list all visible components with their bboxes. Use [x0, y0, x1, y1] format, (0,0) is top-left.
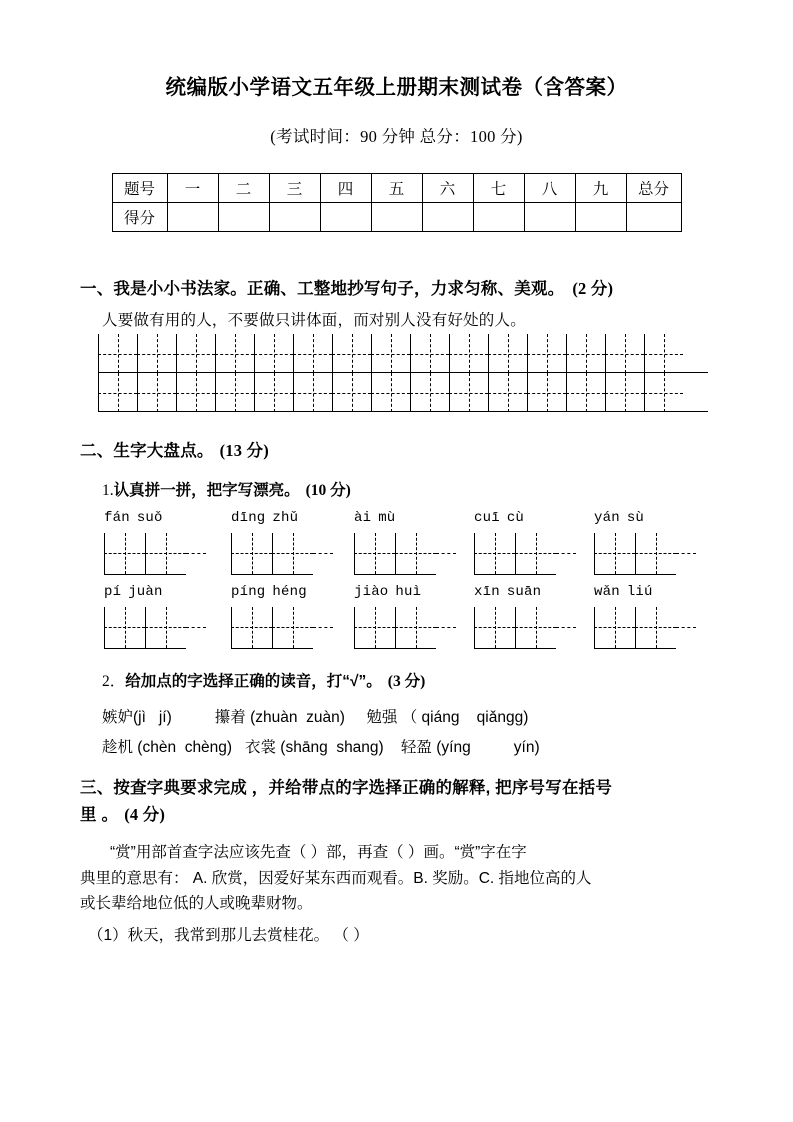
pinyin-answer-cell[interactable]	[474, 607, 515, 648]
score-cell-6[interactable]	[422, 202, 473, 231]
page-title: 统编版小学语文五年级上册期末测试卷（含答案）	[165, 76, 628, 99]
pinyin-group	[354, 510, 395, 578]
section-three-body-line-3: 或长辈给地位低的人或晚辈财物。	[80, 895, 313, 913]
cell-center-horizontal-guide	[644, 354, 683, 355]
pinyin-group	[231, 510, 298, 578]
handwriting-cell[interactable]	[371, 373, 410, 412]
section-two-points: (13 分)	[219, 441, 269, 461]
section-two-sub1-heading	[102, 479, 713, 502]
cell-center-horizontal-guide	[449, 393, 488, 394]
cell-center-horizontal-guide	[231, 553, 272, 554]
cell-center-horizontal-guide	[215, 393, 254, 394]
pinyin-syllable: dīng	[231, 509, 266, 526]
col-header-total: 总分	[626, 173, 681, 202]
cell-center-horizontal-guide	[410, 354, 449, 355]
handwriting-cell[interactable]	[527, 373, 566, 412]
pinyin-syllable: liú	[626, 583, 653, 600]
section-three-item-1[interactable]: （1）秋天，我常到那儿去赏桂花。 （ ）	[88, 926, 369, 944]
cell-center-horizontal-guide	[594, 553, 635, 554]
pinyin-answer-cell[interactable]	[104, 607, 145, 648]
pinyin-label	[354, 510, 395, 530]
handwriting-cell[interactable]	[137, 334, 176, 373]
pinyin-answer-cell[interactable]	[594, 607, 635, 648]
col-header-6: 六	[422, 173, 473, 202]
handwriting-cell[interactable]	[449, 334, 488, 373]
pinyin-group	[104, 584, 163, 652]
pinyin-answer-cell[interactable]	[145, 607, 186, 648]
cell-center-horizontal-guide	[515, 627, 556, 628]
pinyin-group	[231, 584, 307, 652]
section-three-heading-line-2-text: 里 。	[80, 805, 119, 824]
pinyin-syllable: sù	[626, 509, 645, 526]
cell-center-horizontal-guide	[254, 393, 293, 394]
section-three-heading-line-1: 三、按查字典要求完成 ，并给带点的字选择正确的解释, 把序号写在括号	[80, 779, 613, 798]
col-header-7: 七	[473, 173, 524, 202]
section-one-heading-text: 一、我是小小书法家。正确、工整地抄写句子，力求匀称、美观。	[80, 279, 565, 298]
pinyin-syllable: xīn	[474, 583, 500, 600]
pinyin-writing-area	[80, 510, 713, 658]
handwriting-cell[interactable]	[332, 334, 371, 373]
cell-center-horizontal-guide	[644, 393, 683, 394]
cell-center-horizontal-guide	[527, 393, 566, 394]
handwriting-cell[interactable]	[644, 334, 683, 373]
pinyin-answer-cell[interactable]	[231, 533, 272, 574]
score-table	[112, 173, 682, 232]
pinyin-baseline	[231, 574, 313, 575]
cell-center-horizontal-guide	[98, 393, 137, 394]
handwriting-cell[interactable]	[488, 334, 527, 373]
pinyin-baseline	[231, 648, 313, 649]
handwriting-cell[interactable]	[176, 334, 215, 373]
pinyin-syllable: jiào	[354, 583, 389, 600]
cell-center-horizontal-guide	[354, 553, 395, 554]
pinyin-answer-boxes[interactable]	[474, 607, 541, 652]
pinyin-answer-cell[interactable]	[231, 607, 272, 648]
section-two-sub2-points: (3 分)	[387, 672, 426, 690]
score-cell-4[interactable]	[320, 202, 371, 231]
exam-subtitle: (考试时间：90 分钟 总分：100 分)	[270, 126, 523, 146]
score-cell-2[interactable]	[218, 202, 269, 231]
cell-guide-extension	[556, 553, 576, 554]
pinyin-baseline	[594, 648, 676, 649]
handwriting-cell[interactable]	[371, 334, 410, 373]
col-header-9: 九	[575, 173, 626, 202]
cell-center-horizontal-guide	[395, 553, 436, 554]
cell-center-horizontal-guide	[515, 553, 556, 554]
cell-center-horizontal-guide	[137, 393, 176, 394]
row-label-question-number: 题号	[112, 173, 167, 202]
section-three-body-line-1: “赏”用部首查字法应该先查（ ）部，再查（ ）画。“赏”字在字	[110, 844, 527, 862]
pinyin-syllable: suān	[506, 583, 542, 600]
pinyin-baseline	[104, 648, 186, 649]
section-one-sentence: 人要做有用的人，不要做只讲体面，而对别人没有好处的人。	[102, 312, 526, 330]
cell-center-horizontal-guide	[231, 627, 272, 628]
handwriting-cell[interactable]	[215, 373, 254, 412]
handwriting-grid-row-2	[98, 373, 708, 412]
pinyin-syllable: zhǔ	[272, 509, 299, 526]
pinyin-syllable: wǎn	[594, 583, 620, 600]
pinyin-baseline	[354, 648, 436, 649]
cell-guide-extension	[436, 627, 456, 628]
pinyin-answer-boxes[interactable]	[354, 607, 421, 652]
pinyin-syllable: pí	[104, 583, 122, 600]
score-cell-total[interactable]	[626, 202, 681, 231]
pinyin-answer-boxes[interactable]	[474, 533, 524, 578]
handwriting-cell[interactable]	[293, 373, 332, 412]
pinyin-label	[104, 510, 163, 530]
pinyin-syllable: ài	[354, 509, 372, 526]
row-label-score: 得分	[112, 202, 167, 231]
pinyin-label	[594, 584, 653, 604]
cell-center-horizontal-guide	[474, 553, 515, 554]
section-two-sub1-index: 1.	[102, 481, 114, 499]
cell-center-horizontal-guide	[449, 354, 488, 355]
handwriting-cell[interactable]	[98, 373, 137, 412]
cell-center-horizontal-guide	[371, 393, 410, 394]
pinyin-label	[474, 510, 524, 530]
pinyin-answer-cell[interactable]	[395, 607, 436, 648]
handwriting-cell[interactable]	[254, 373, 293, 412]
col-header-2: 二	[218, 173, 269, 202]
pinyin-answer-cell[interactable]	[272, 533, 313, 574]
handwriting-cell[interactable]	[215, 334, 254, 373]
score-cell-9[interactable]	[575, 202, 626, 231]
cell-center-horizontal-guide	[566, 393, 605, 394]
pinyin-label	[354, 584, 421, 604]
pinyin-row-2[interactable]	[104, 584, 713, 658]
pinyin-answer-boxes[interactable]	[354, 533, 395, 578]
section-two-sub2-text: 给加点的字选择正确的读音，打“√”。	[125, 672, 382, 690]
pinyin-answer-cell[interactable]	[635, 607, 676, 648]
cell-center-horizontal-guide	[215, 354, 254, 355]
cell-center-horizontal-guide	[527, 354, 566, 355]
section-two-sub1-points: (10 分)	[305, 481, 351, 499]
cell-center-horizontal-guide	[605, 354, 644, 355]
pinyin-baseline	[104, 574, 186, 575]
cell-center-horizontal-guide	[272, 627, 313, 628]
cell-center-horizontal-guide	[474, 627, 515, 628]
cell-center-horizontal-guide	[605, 393, 644, 394]
pinyin-baseline	[474, 648, 556, 649]
pinyin-answer-cell[interactable]	[594, 533, 635, 574]
pinyin-label	[474, 584, 541, 604]
score-cell-8[interactable]	[524, 202, 575, 231]
pinyin-group	[104, 510, 163, 578]
pinyin-syllable: cuī	[474, 509, 500, 526]
cell-center-horizontal-guide	[488, 354, 527, 355]
cell-center-horizontal-guide	[137, 354, 176, 355]
cell-center-horizontal-guide	[98, 354, 137, 355]
pinyin-answer-boxes[interactable]	[231, 533, 298, 578]
pinyin-answer-cell[interactable]	[635, 533, 676, 574]
handwriting-cell[interactable]	[137, 373, 176, 412]
col-header-5: 五	[371, 173, 422, 202]
col-header-1: 一	[167, 173, 218, 202]
pinyin-group	[594, 510, 644, 578]
pinyin-answer-cell[interactable]	[515, 607, 556, 648]
pinyin-answer-cell[interactable]	[354, 533, 395, 574]
cell-center-horizontal-guide	[104, 553, 145, 554]
cell-center-horizontal-guide	[635, 553, 676, 554]
col-header-8: 八	[524, 173, 575, 202]
pinyin-answer-cell[interactable]	[474, 533, 515, 574]
table-row-header	[112, 173, 681, 202]
section-two-sub2-heading	[102, 670, 713, 693]
cell-center-horizontal-guide	[176, 354, 215, 355]
pinyin-answer-boxes[interactable]	[594, 607, 653, 652]
handwriting-cell[interactable]	[566, 334, 605, 373]
cell-center-horizontal-guide	[395, 627, 436, 628]
pinyin-group	[474, 510, 524, 578]
pinyin-baseline	[474, 574, 556, 575]
pinyin-answer-boxes[interactable]	[231, 607, 307, 652]
handwriting-grid-baseline-1	[98, 372, 708, 373]
pinyin-answer-cell[interactable]	[515, 533, 556, 574]
pinyin-baseline	[594, 574, 676, 575]
pinyin-answer-boxes[interactable]	[104, 607, 163, 652]
cell-guide-extension	[186, 553, 206, 554]
pinyin-syllable: juàn	[128, 583, 163, 600]
cell-center-horizontal-guide	[272, 553, 313, 554]
handwriting-cell[interactable]	[527, 334, 566, 373]
cell-guide-extension	[676, 627, 696, 628]
pinyin-syllable: mù	[378, 509, 396, 526]
handwriting-cell[interactable]	[605, 373, 644, 412]
handwriting-grid-row-1	[98, 334, 708, 373]
pinyin-answer-cell[interactable]	[145, 533, 186, 574]
cell-guide-extension	[313, 627, 333, 628]
handwriting-cell[interactable]	[176, 373, 215, 412]
cell-center-horizontal-guide	[635, 627, 676, 628]
cell-center-horizontal-guide	[371, 354, 410, 355]
section-two-sub1-text: 认真拼一拼，把字写漂亮。	[113, 481, 300, 499]
cell-center-horizontal-guide	[145, 553, 186, 554]
cell-guide-extension	[313, 553, 333, 554]
section-three-body-line-2: 典里的意思有： A. 欣赏，因爱好某东西而观看。B. 奖励。C. 指地位高的人	[80, 869, 592, 887]
pinyin-group	[354, 584, 421, 652]
handwriting-cell[interactable]	[566, 373, 605, 412]
cell-center-horizontal-guide	[410, 393, 449, 394]
handwriting-cell[interactable]	[410, 373, 449, 412]
cell-center-horizontal-guide	[176, 393, 215, 394]
cell-guide-extension	[436, 553, 456, 554]
cell-center-horizontal-guide	[145, 627, 186, 628]
handwriting-grid-baseline-2	[98, 411, 708, 412]
pinyin-syllable: píng	[231, 583, 266, 600]
cell-center-horizontal-guide	[594, 627, 635, 628]
pinyin-label	[104, 584, 163, 604]
pinyin-answer-boxes[interactable]	[594, 533, 644, 578]
cell-center-horizontal-guide	[293, 393, 332, 394]
pinyin-label	[231, 584, 307, 604]
section-three-points: (4 分)	[124, 804, 166, 824]
pinyin-syllable: fán	[104, 509, 130, 526]
pinyin-syllable: cù	[506, 509, 525, 526]
handwriting-cell[interactable]	[410, 334, 449, 373]
cell-guide-extension	[186, 627, 206, 628]
cell-guide-extension	[556, 627, 576, 628]
pronunciation-choice-line-2[interactable]: 趁机 (chèn chèng) 衣裳 (shāng shang) 轻盈 (yíng yín)	[102, 738, 540, 756]
handwriting-cell[interactable]	[98, 334, 137, 373]
section-three-heading-line-2	[80, 802, 713, 829]
handwriting-cell[interactable]	[293, 334, 332, 373]
pinyin-row-1[interactable]	[104, 510, 713, 584]
pinyin-syllable: yán	[594, 509, 620, 526]
pinyin-baseline	[354, 574, 436, 575]
section-two-sub2-index: 2．	[102, 672, 126, 690]
pinyin-group	[594, 584, 653, 652]
section-one-points: (2 分)	[572, 278, 614, 298]
handwriting-cell[interactable]	[332, 373, 371, 412]
pinyin-syllable: suǒ	[136, 509, 163, 526]
pinyin-label	[231, 510, 298, 530]
pinyin-answer-cell[interactable]	[104, 533, 145, 574]
score-cell-1[interactable]	[167, 202, 218, 231]
col-header-3: 三	[269, 173, 320, 202]
col-header-4: 四	[320, 173, 371, 202]
score-cell-3[interactable]	[269, 202, 320, 231]
section-two-heading-text: 二、生字大盘点。	[80, 442, 214, 461]
cell-guide-extension	[676, 553, 696, 554]
section-three-heading	[80, 776, 713, 828]
handwriting-cell[interactable]	[644, 373, 683, 412]
cell-center-horizontal-guide	[566, 354, 605, 355]
section-two-heading	[80, 438, 713, 465]
pinyin-answer-boxes[interactable]	[104, 533, 163, 578]
handwriting-cell[interactable]	[605, 334, 644, 373]
score-cell-5[interactable]	[371, 202, 422, 231]
score-table-wrapper	[80, 173, 713, 232]
pinyin-group	[474, 584, 541, 652]
score-cell-7[interactable]	[473, 202, 524, 231]
cell-center-horizontal-guide	[293, 354, 332, 355]
handwriting-cell[interactable]	[254, 334, 293, 373]
cell-center-horizontal-guide	[104, 627, 145, 628]
table-row-scores	[112, 202, 681, 231]
cell-center-horizontal-guide	[488, 393, 527, 394]
handwriting-practice-grid[interactable]	[98, 334, 708, 412]
cell-center-horizontal-guide	[254, 354, 293, 355]
cell-center-horizontal-guide	[332, 354, 371, 355]
pinyin-label	[594, 510, 644, 530]
pinyin-answer-cell[interactable]	[354, 607, 395, 648]
section-one-heading	[80, 276, 713, 303]
handwriting-cell[interactable]	[488, 373, 527, 412]
cell-center-horizontal-guide	[354, 627, 395, 628]
pronunciation-choice-line-1[interactable]: 嫉妒(jì jí) 攥着 (zhuàn zuàn) 勉强 （ qiáng qiǎngg)	[102, 709, 529, 727]
pinyin-syllable: huì	[395, 583, 422, 600]
pinyin-syllable: héng	[272, 583, 307, 600]
pinyin-answer-cell[interactable]	[272, 607, 313, 648]
handwriting-cell[interactable]	[449, 373, 488, 412]
pinyin-answer-cell[interactable]	[395, 533, 436, 574]
cell-center-horizontal-guide	[332, 393, 371, 394]
